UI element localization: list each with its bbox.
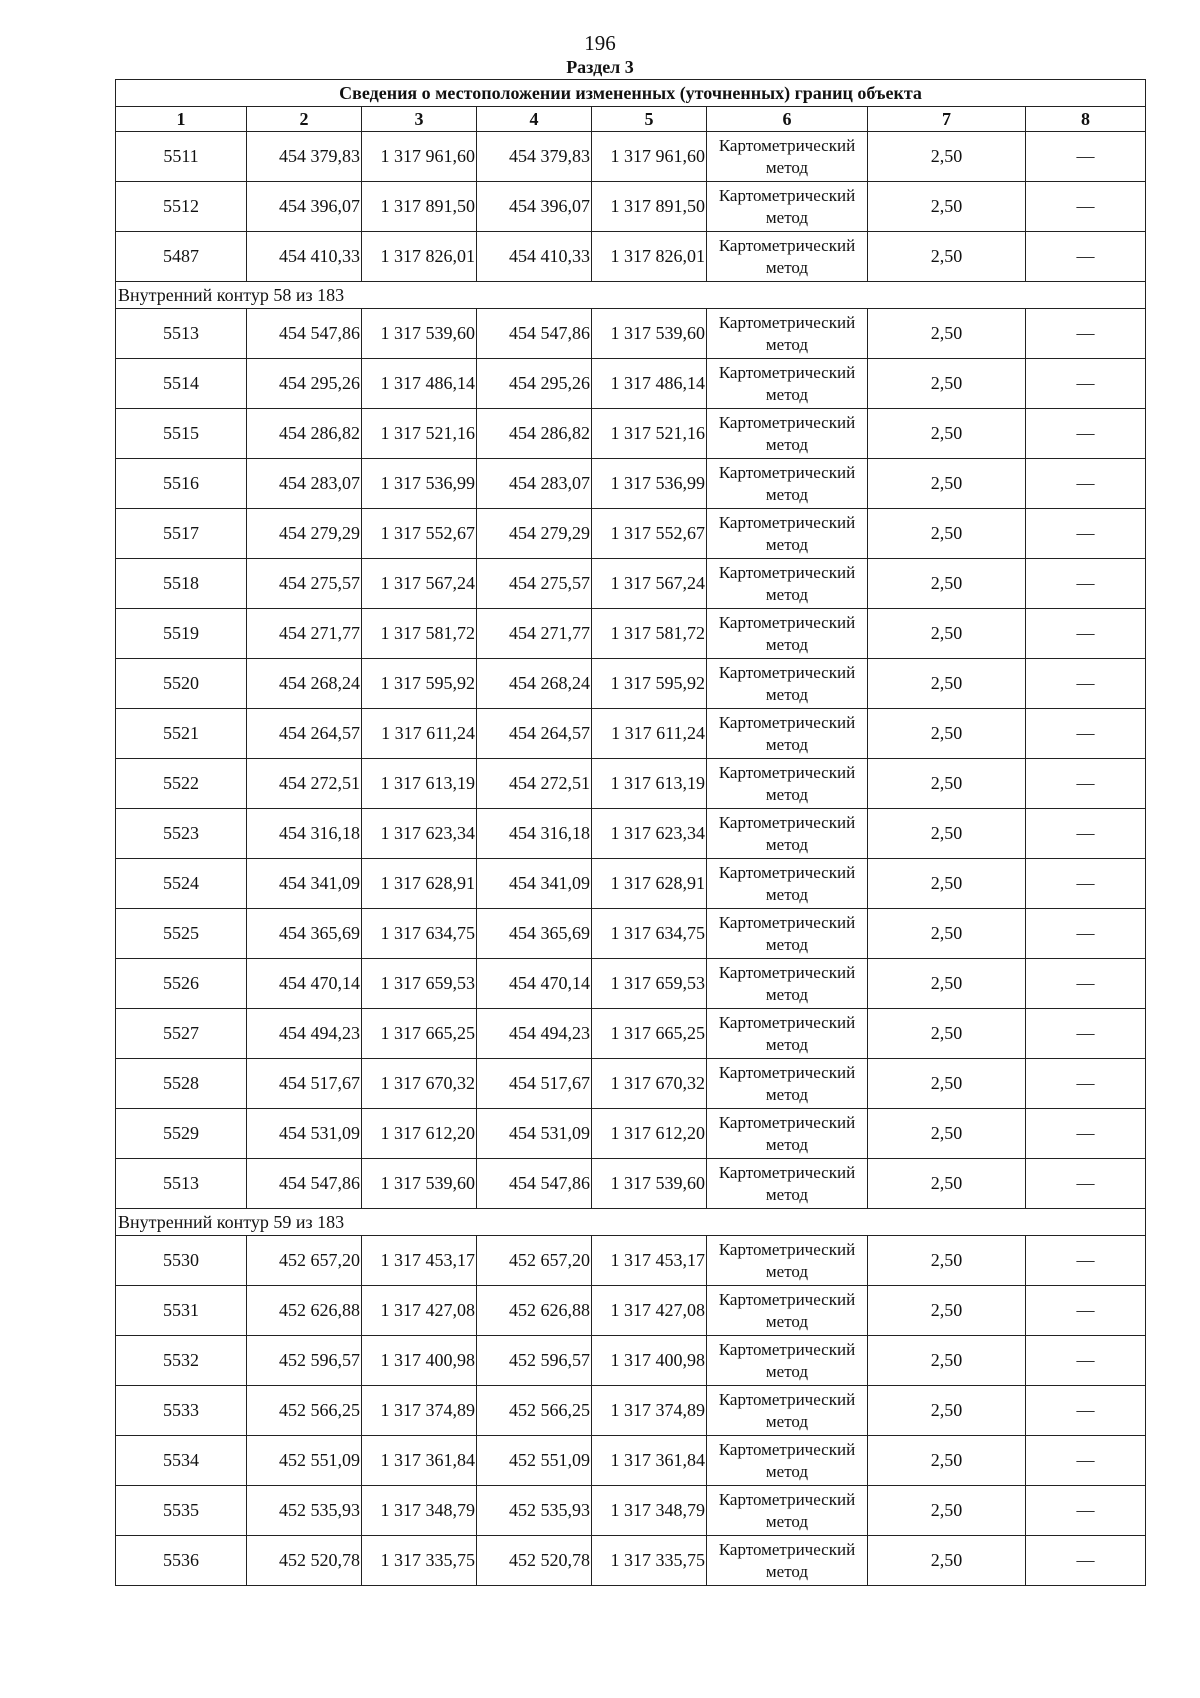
x-refined-cell: 452 520,78 <box>477 1536 592 1586</box>
point-number-cell: 5513 <box>116 1159 247 1209</box>
y-refined-cell: 1 317 486,14 <box>592 359 707 409</box>
method-cell: Картометрический метод <box>707 409 868 459</box>
description-cell: — <box>1026 1009 1146 1059</box>
x-refined-cell: 452 535,93 <box>477 1486 592 1536</box>
column-header: 1 <box>116 107 247 132</box>
accuracy-cell: 2,50 <box>868 559 1026 609</box>
method-cell: Картометрический метод <box>707 459 868 509</box>
y-refined-cell: 1 317 628,91 <box>592 859 707 909</box>
table-row <box>116 1059 1146 1109</box>
table-row <box>116 182 1146 232</box>
method-cell: Картометрический метод <box>707 232 868 282</box>
point-number-cell: 5530 <box>116 1236 247 1286</box>
description-cell: — <box>1026 1159 1146 1209</box>
table-row <box>116 1236 1146 1286</box>
y-existing-cell: 1 317 348,79 <box>362 1486 477 1536</box>
point-number-cell: 5520 <box>116 659 247 709</box>
table-row <box>116 609 1146 659</box>
description-cell: — <box>1026 132 1146 182</box>
description-cell: — <box>1026 859 1146 909</box>
table-row <box>116 909 1146 959</box>
table-row <box>116 1109 1146 1159</box>
point-number-cell: 5522 <box>116 759 247 809</box>
description-cell: — <box>1026 1536 1146 1586</box>
x-existing-cell: 454 316,18 <box>247 809 362 859</box>
y-existing-cell: 1 317 665,25 <box>362 1009 477 1059</box>
x-refined-cell: 454 264,57 <box>477 709 592 759</box>
x-existing-cell: 454 379,83 <box>247 132 362 182</box>
method-cell: Картометрический метод <box>707 1009 868 1059</box>
x-refined-cell: 454 271,77 <box>477 609 592 659</box>
y-refined-cell: 1 317 623,34 <box>592 809 707 859</box>
x-existing-cell: 454 275,57 <box>247 559 362 609</box>
y-existing-cell: 1 317 400,98 <box>362 1336 477 1386</box>
boundary-table <box>115 79 1146 1586</box>
accuracy-cell: 2,50 <box>868 409 1026 459</box>
column-header: 5 <box>592 107 707 132</box>
point-number-cell: 5533 <box>116 1386 247 1436</box>
y-existing-cell: 1 317 670,32 <box>362 1059 477 1109</box>
method-cell: Картометрический метод <box>707 1059 868 1109</box>
x-existing-cell: 454 396,07 <box>247 182 362 232</box>
point-number-cell: 5527 <box>116 1009 247 1059</box>
description-cell: — <box>1026 709 1146 759</box>
description-cell: — <box>1026 1059 1146 1109</box>
y-existing-cell: 1 317 539,60 <box>362 309 477 359</box>
contour-header-row <box>116 1209 1146 1236</box>
point-number-cell: 5511 <box>116 132 247 182</box>
method-cell: Картометрический метод <box>707 859 868 909</box>
description-cell: — <box>1026 182 1146 232</box>
point-number-cell: 5528 <box>116 1059 247 1109</box>
table-row <box>116 309 1146 359</box>
y-refined-cell: 1 317 670,32 <box>592 1059 707 1109</box>
x-refined-cell: 454 517,67 <box>477 1059 592 1109</box>
y-refined-cell: 1 317 634,75 <box>592 909 707 959</box>
description-cell: — <box>1026 1486 1146 1536</box>
x-existing-cell: 454 279,29 <box>247 509 362 559</box>
y-refined-cell: 1 317 581,72 <box>592 609 707 659</box>
y-existing-cell: 1 317 891,50 <box>362 182 477 232</box>
accuracy-cell: 2,50 <box>868 459 1026 509</box>
table-row <box>116 559 1146 609</box>
y-refined-cell: 1 317 611,24 <box>592 709 707 759</box>
table-row <box>116 509 1146 559</box>
point-number-cell: 5513 <box>116 309 247 359</box>
description-cell: — <box>1026 659 1146 709</box>
accuracy-cell: 2,50 <box>868 232 1026 282</box>
y-existing-cell: 1 317 623,34 <box>362 809 477 859</box>
table-row <box>116 659 1146 709</box>
x-existing-cell: 454 547,86 <box>247 1159 362 1209</box>
method-cell: Картометрический метод <box>707 1336 868 1386</box>
y-existing-cell: 1 317 486,14 <box>362 359 477 409</box>
description-cell: — <box>1026 1436 1146 1486</box>
accuracy-cell: 2,50 <box>868 1386 1026 1436</box>
x-existing-cell: 452 626,88 <box>247 1286 362 1336</box>
point-number-cell: 5517 <box>116 509 247 559</box>
column-header: 4 <box>477 107 592 132</box>
method-cell: Картометрический метод <box>707 132 868 182</box>
y-existing-cell: 1 317 427,08 <box>362 1286 477 1336</box>
x-existing-cell: 454 410,33 <box>247 232 362 282</box>
y-existing-cell: 1 317 612,20 <box>362 1109 477 1159</box>
method-cell: Картометрический метод <box>707 559 868 609</box>
y-refined-cell: 1 317 335,75 <box>592 1536 707 1586</box>
y-existing-cell: 1 317 595,92 <box>362 659 477 709</box>
x-refined-cell: 452 657,20 <box>477 1236 592 1286</box>
accuracy-cell: 2,50 <box>868 859 1026 909</box>
point-number-cell: 5515 <box>116 409 247 459</box>
accuracy-cell: 2,50 <box>868 132 1026 182</box>
x-existing-cell: 454 547,86 <box>247 309 362 359</box>
column-header: 3 <box>362 107 477 132</box>
table-row <box>116 809 1146 859</box>
x-refined-cell: 452 626,88 <box>477 1286 592 1336</box>
description-cell: — <box>1026 1386 1146 1436</box>
page-number: 196 <box>584 31 616 55</box>
x-existing-cell: 452 596,57 <box>247 1336 362 1386</box>
y-refined-cell: 1 317 453,17 <box>592 1236 707 1286</box>
table-row <box>116 1436 1146 1486</box>
accuracy-cell: 2,50 <box>868 709 1026 759</box>
y-refined-cell: 1 317 539,60 <box>592 1159 707 1209</box>
method-cell: Картометрический метод <box>707 182 868 232</box>
y-refined-cell: 1 317 567,24 <box>592 559 707 609</box>
accuracy-cell: 2,50 <box>868 1436 1026 1486</box>
table-row <box>116 1009 1146 1059</box>
method-cell: Картометрический метод <box>707 1159 868 1209</box>
table-row <box>116 1486 1146 1536</box>
y-existing-cell: 1 317 659,53 <box>362 959 477 1009</box>
y-existing-cell: 1 317 826,01 <box>362 232 477 282</box>
y-refined-cell: 1 317 539,60 <box>592 309 707 359</box>
method-cell: Картометрический метод <box>707 1109 868 1159</box>
description-cell: — <box>1026 959 1146 1009</box>
method-cell: Картометрический метод <box>707 1536 868 1586</box>
description-cell: — <box>1026 1109 1146 1159</box>
x-existing-cell: 454 517,67 <box>247 1059 362 1109</box>
method-cell: Картометрический метод <box>707 359 868 409</box>
accuracy-cell: 2,50 <box>868 509 1026 559</box>
table-row <box>116 1159 1146 1209</box>
column-header: 2 <box>247 107 362 132</box>
accuracy-cell: 2,50 <box>868 1109 1026 1159</box>
x-refined-cell: 452 551,09 <box>477 1436 592 1486</box>
y-existing-cell: 1 317 961,60 <box>362 132 477 182</box>
y-existing-cell: 1 317 567,24 <box>362 559 477 609</box>
x-refined-cell: 454 547,86 <box>477 1159 592 1209</box>
y-refined-cell: 1 317 659,53 <box>592 959 707 1009</box>
table-row <box>116 1336 1146 1386</box>
y-refined-cell: 1 317 612,20 <box>592 1109 707 1159</box>
x-refined-cell: 454 295,26 <box>477 359 592 409</box>
table-row <box>116 859 1146 909</box>
y-existing-cell: 1 317 611,24 <box>362 709 477 759</box>
accuracy-cell: 2,50 <box>868 1009 1026 1059</box>
point-number-cell: 5532 <box>116 1336 247 1386</box>
x-existing-cell: 454 295,26 <box>247 359 362 409</box>
x-refined-cell: 452 596,57 <box>477 1336 592 1386</box>
point-number-cell: 5514 <box>116 359 247 409</box>
accuracy-cell: 2,50 <box>868 1336 1026 1386</box>
method-cell: Картометрический метод <box>707 1386 868 1436</box>
accuracy-cell: 2,50 <box>868 1286 1026 1336</box>
column-header: 6 <box>707 107 868 132</box>
point-number-cell: 5518 <box>116 559 247 609</box>
table-row <box>116 409 1146 459</box>
y-refined-cell: 1 317 374,89 <box>592 1386 707 1436</box>
accuracy-cell: 2,50 <box>868 659 1026 709</box>
table-row <box>116 759 1146 809</box>
column-number-row <box>116 107 1146 132</box>
y-existing-cell: 1 317 539,60 <box>362 1159 477 1209</box>
method-cell: Картометрический метод <box>707 1286 868 1336</box>
description-cell: — <box>1026 909 1146 959</box>
table-row <box>116 1536 1146 1586</box>
x-refined-cell: 454 410,33 <box>477 232 592 282</box>
point-number-cell: 5516 <box>116 459 247 509</box>
accuracy-cell: 2,50 <box>868 609 1026 659</box>
y-refined-cell: 1 317 427,08 <box>592 1286 707 1336</box>
x-refined-cell: 454 379,83 <box>477 132 592 182</box>
table-row <box>116 1386 1146 1436</box>
table-row <box>116 359 1146 409</box>
point-number-cell: 5531 <box>116 1286 247 1336</box>
y-refined-cell: 1 317 536,99 <box>592 459 707 509</box>
accuracy-cell: 2,50 <box>868 759 1026 809</box>
description-cell: — <box>1026 609 1146 659</box>
y-existing-cell: 1 317 613,19 <box>362 759 477 809</box>
method-cell: Картометрический метод <box>707 659 868 709</box>
contour-header-row <box>116 282 1146 309</box>
x-existing-cell: 452 657,20 <box>247 1236 362 1286</box>
method-cell: Картометрический метод <box>707 709 868 759</box>
description-cell: — <box>1026 359 1146 409</box>
x-refined-cell: 454 272,51 <box>477 759 592 809</box>
x-refined-cell: 454 470,14 <box>477 959 592 1009</box>
column-header: 7 <box>868 107 1026 132</box>
point-number-cell: 5536 <box>116 1536 247 1586</box>
accuracy-cell: 2,50 <box>868 809 1026 859</box>
y-refined-cell: 1 317 361,84 <box>592 1436 707 1486</box>
x-existing-cell: 454 470,14 <box>247 959 362 1009</box>
point-number-cell: 5512 <box>116 182 247 232</box>
x-refined-cell: 454 547,86 <box>477 309 592 359</box>
method-cell: Картометрический метод <box>707 959 868 1009</box>
contour-label: Внутренний контур 58 из 183 <box>116 282 1146 309</box>
accuracy-cell: 2,50 <box>868 909 1026 959</box>
y-refined-cell: 1 317 400,98 <box>592 1336 707 1386</box>
x-existing-cell: 452 566,25 <box>247 1386 362 1436</box>
table-row <box>116 459 1146 509</box>
method-cell: Картометрический метод <box>707 509 868 559</box>
method-cell: Картометрический метод <box>707 809 868 859</box>
point-number-cell: 5487 <box>116 232 247 282</box>
point-number-cell: 5519 <box>116 609 247 659</box>
description-cell: — <box>1026 1336 1146 1386</box>
accuracy-cell: 2,50 <box>868 1486 1026 1536</box>
contour-label: Внутренний контур 59 из 183 <box>116 1209 1146 1236</box>
table-body <box>116 132 1146 1586</box>
y-existing-cell: 1 317 628,91 <box>362 859 477 909</box>
description-cell: — <box>1026 232 1146 282</box>
y-existing-cell: 1 317 581,72 <box>362 609 477 659</box>
method-cell: Картометрический метод <box>707 759 868 809</box>
point-number-cell: 5534 <box>116 1436 247 1486</box>
y-existing-cell: 1 317 335,75 <box>362 1536 477 1586</box>
y-existing-cell: 1 317 453,17 <box>362 1236 477 1286</box>
x-existing-cell: 454 531,09 <box>247 1109 362 1159</box>
accuracy-cell: 2,50 <box>868 1059 1026 1109</box>
x-existing-cell: 454 283,07 <box>247 459 362 509</box>
point-number-cell: 5526 <box>116 959 247 1009</box>
x-refined-cell: 454 396,07 <box>477 182 592 232</box>
x-refined-cell: 454 275,57 <box>477 559 592 609</box>
description-cell: — <box>1026 809 1146 859</box>
x-existing-cell: 454 271,77 <box>247 609 362 659</box>
x-refined-cell: 454 316,18 <box>477 809 592 859</box>
y-refined-cell: 1 317 521,16 <box>592 409 707 459</box>
point-number-cell: 5521 <box>116 709 247 759</box>
x-existing-cell: 454 268,24 <box>247 659 362 709</box>
description-cell: — <box>1026 1286 1146 1336</box>
description-cell: — <box>1026 459 1146 509</box>
column-header: 8 <box>1026 107 1146 132</box>
accuracy-cell: 2,50 <box>868 959 1026 1009</box>
table-row <box>116 232 1146 282</box>
x-existing-cell: 452 520,78 <box>247 1536 362 1586</box>
description-cell: — <box>1026 409 1146 459</box>
description-cell: — <box>1026 759 1146 809</box>
y-existing-cell: 1 317 536,99 <box>362 459 477 509</box>
method-cell: Картометрический метод <box>707 909 868 959</box>
description-cell: — <box>1026 509 1146 559</box>
y-refined-cell: 1 317 613,19 <box>592 759 707 809</box>
x-existing-cell: 454 286,82 <box>247 409 362 459</box>
y-refined-cell: 1 317 552,67 <box>592 509 707 559</box>
point-number-cell: 5535 <box>116 1486 247 1536</box>
y-refined-cell: 1 317 961,60 <box>592 132 707 182</box>
x-existing-cell: 454 494,23 <box>247 1009 362 1059</box>
x-existing-cell: 452 535,93 <box>247 1486 362 1536</box>
description-cell: — <box>1026 309 1146 359</box>
table-row <box>116 709 1146 759</box>
y-existing-cell: 1 317 361,84 <box>362 1436 477 1486</box>
accuracy-cell: 2,50 <box>868 182 1026 232</box>
x-existing-cell: 454 264,57 <box>247 709 362 759</box>
x-existing-cell: 454 341,09 <box>247 859 362 909</box>
x-refined-cell: 454 494,23 <box>477 1009 592 1059</box>
x-existing-cell: 452 551,09 <box>247 1436 362 1486</box>
y-refined-cell: 1 317 826,01 <box>592 232 707 282</box>
accuracy-cell: 2,50 <box>868 359 1026 409</box>
method-cell: Картометрический метод <box>707 1486 868 1536</box>
method-cell: Картометрический метод <box>707 609 868 659</box>
x-refined-cell: 454 341,09 <box>477 859 592 909</box>
accuracy-cell: 2,50 <box>868 1159 1026 1209</box>
y-refined-cell: 1 317 665,25 <box>592 1009 707 1059</box>
y-refined-cell: 1 317 595,92 <box>592 659 707 709</box>
x-existing-cell: 454 365,69 <box>247 909 362 959</box>
table-title: Сведения о местоположении измененных (уточненных) границ объекта <box>116 80 1146 107</box>
x-refined-cell: 452 566,25 <box>477 1386 592 1436</box>
table-row <box>116 959 1146 1009</box>
method-cell: Картометрический метод <box>707 1436 868 1486</box>
y-existing-cell: 1 317 634,75 <box>362 909 477 959</box>
section-title: Раздел 3 <box>566 57 634 77</box>
point-number-cell: 5524 <box>116 859 247 909</box>
x-existing-cell: 454 272,51 <box>247 759 362 809</box>
table-row <box>116 1286 1146 1336</box>
point-number-cell: 5523 <box>116 809 247 859</box>
method-cell: Картометрический метод <box>707 309 868 359</box>
method-cell: Картометрический метод <box>707 1236 868 1286</box>
description-cell: — <box>1026 559 1146 609</box>
x-refined-cell: 454 279,29 <box>477 509 592 559</box>
accuracy-cell: 2,50 <box>868 1236 1026 1286</box>
y-existing-cell: 1 317 552,67 <box>362 509 477 559</box>
table-row <box>116 132 1146 182</box>
y-refined-cell: 1 317 348,79 <box>592 1486 707 1536</box>
description-cell: — <box>1026 1236 1146 1286</box>
x-refined-cell: 454 283,07 <box>477 459 592 509</box>
accuracy-cell: 2,50 <box>868 309 1026 359</box>
x-refined-cell: 454 531,09 <box>477 1109 592 1159</box>
y-refined-cell: 1 317 891,50 <box>592 182 707 232</box>
x-refined-cell: 454 286,82 <box>477 409 592 459</box>
x-refined-cell: 454 365,69 <box>477 909 592 959</box>
point-number-cell: 5529 <box>116 1109 247 1159</box>
x-refined-cell: 454 268,24 <box>477 659 592 709</box>
accuracy-cell: 2,50 <box>868 1536 1026 1586</box>
point-number-cell: 5525 <box>116 909 247 959</box>
y-existing-cell: 1 317 521,16 <box>362 409 477 459</box>
y-existing-cell: 1 317 374,89 <box>362 1386 477 1436</box>
